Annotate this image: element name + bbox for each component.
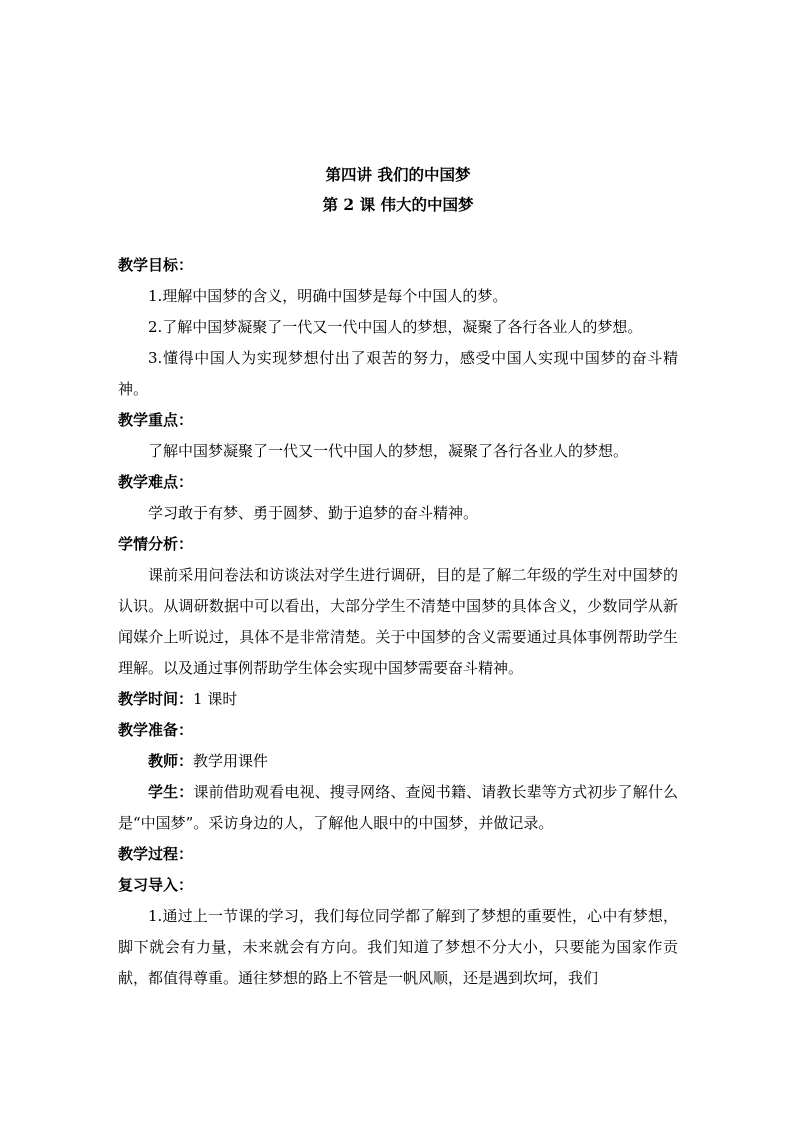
teacher-label: 教师： <box>148 752 194 770</box>
objectives-heading: 教学目标： <box>118 256 194 274</box>
lesson-title: 第 2 课 伟大的中国梦 <box>322 195 474 214</box>
time-line <box>118 684 678 715</box>
objective-item-3: 3.懂得中国人为实现梦想付出了艰苦的努力，感受中国人实现中国梦的奋斗精神。 <box>118 349 678 398</box>
time-label: 教学时间： <box>118 690 194 708</box>
analysis-text: 课前采用问卷法和访谈法对学生进行调研，目的是了解二年级的学生对中国梦的认识。从调研数据中可以看出，大部分学生不清楚中国梦的具体含义，少数同学从新闻媒介上听说过，具体不是非常清楚。关于中国梦的含义需要通过具体事例帮助学生理解。以及通过事例帮助学生体会实现中国梦需要奋斗精神。 <box>118 566 678 677</box>
analysis-heading: 学情分析： <box>118 535 194 553</box>
time-value: 1 课时 <box>193 690 238 708</box>
title-block <box>118 160 678 220</box>
document-page <box>118 160 678 994</box>
teacher-preparation <box>118 746 678 777</box>
student-text: 课前借助观看电视、搜寻网络、查阅书籍、请教长辈等方式初步了解什么是“中国梦”。采访身边的人，了解他人眼中的中国梦，并做记录。 <box>118 783 678 832</box>
preparation-heading: 教学准备： <box>118 721 194 739</box>
objective-item-2: 2.了解中国梦凝聚了一代又一代中国人的梦想，凝聚了各行各业人的梦想。 <box>148 318 643 336</box>
review-text: 1.通过上一节课的学习，我们每位同学都了解到了梦想的重要性，心中有梦想，脚下就会有力量，未来就会有方向。我们知道了梦想不分大小，只要能为国家作贡献，都值得尊重。通往梦想的路上不管是一帆风顺，还是遇到坎坷，我们 <box>118 907 678 987</box>
process-heading: 教学过程： <box>118 845 194 863</box>
student-preparation <box>118 777 678 839</box>
review-heading: 复习导入： <box>118 876 194 894</box>
student-label: 学生： <box>148 783 194 801</box>
key-points-text: 了解中国梦凝聚了一代又一代中国人的梦想，凝聚了各行各业人的梦想。 <box>148 442 629 460</box>
teacher-text: 教学用课件 <box>193 752 269 770</box>
lecture-title: 第四讲 我们的中国梦 <box>325 165 471 184</box>
difficulties-text: 学习敢于有梦、勇于圆梦、勤于追梦的奋斗精神。 <box>148 504 479 522</box>
objective-item-1: 1.理解中国梦的含义，明确中国梦是每个中国人的梦。 <box>148 287 508 305</box>
difficulties-heading: 教学难点： <box>118 473 194 491</box>
key-points-heading: 教学重点： <box>118 411 194 429</box>
